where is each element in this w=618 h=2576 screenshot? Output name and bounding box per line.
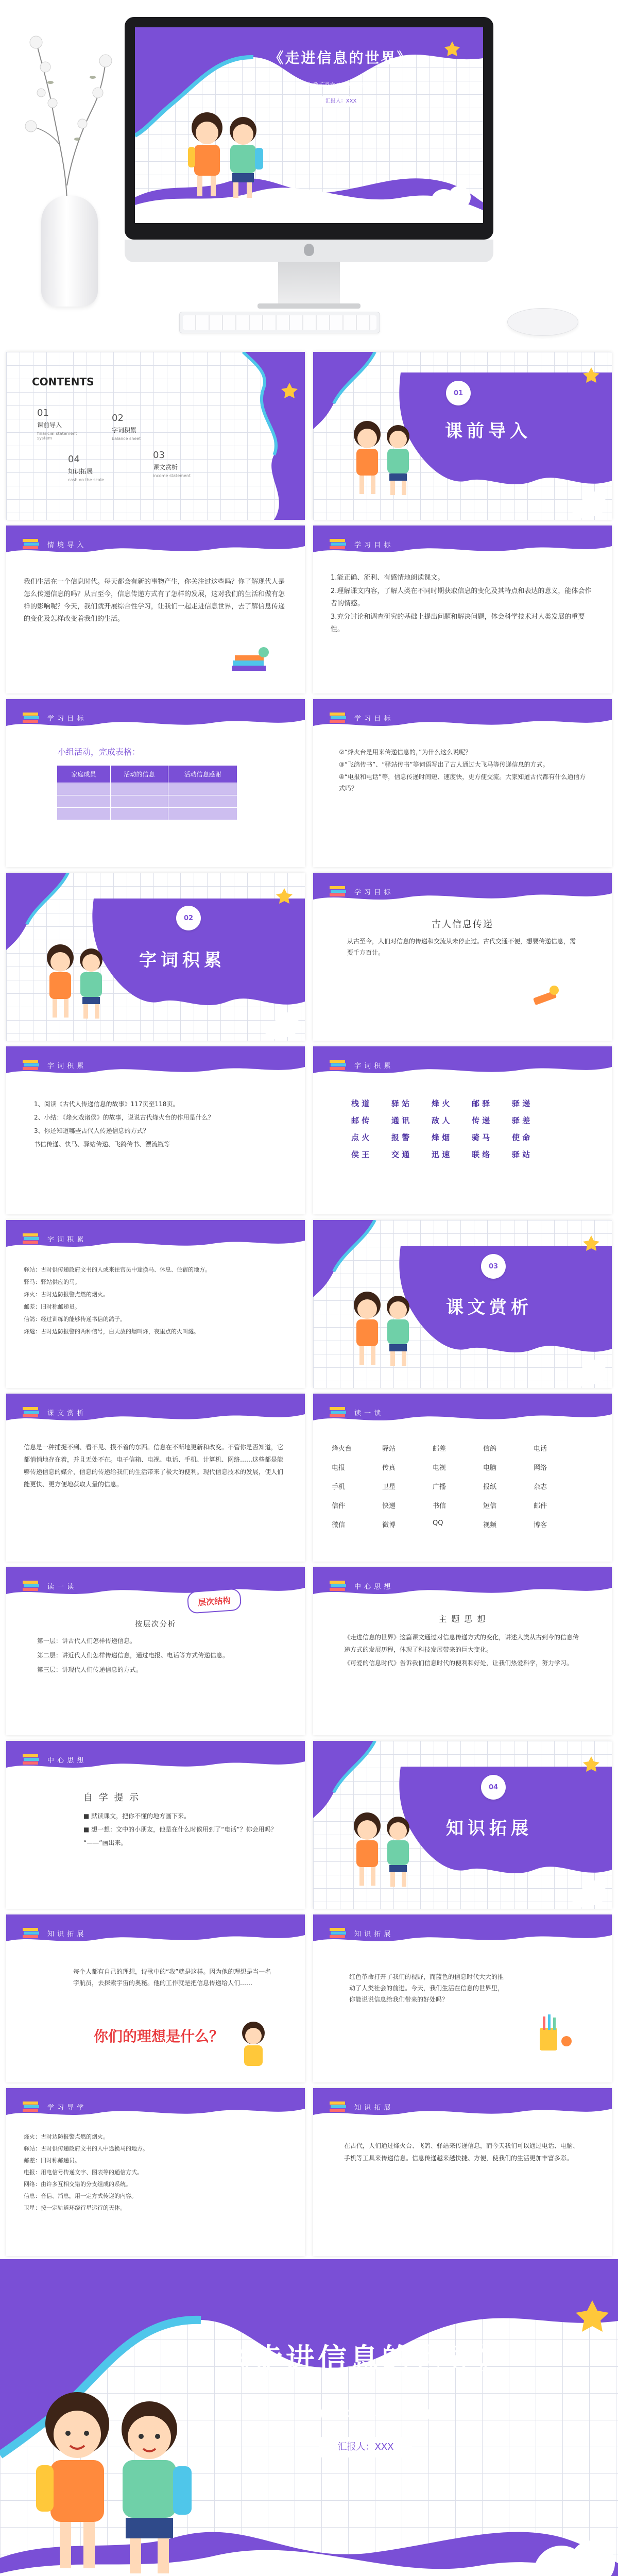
slide-title: 主 题 思 想 bbox=[438, 1614, 487, 1624]
item-num: 01 bbox=[37, 408, 49, 418]
slide-section-03 bbox=[313, 1220, 612, 1388]
line: 第三层：讲现代人们传递信息的方式。 bbox=[37, 1666, 143, 1673]
slide-body: 在古代，人们通过烽火台、飞鸽、驿站来传递信息，而今天我们可以通过电话、电脑、手机等工具来传递信息。信息传递越来越快捷、方便，使我们的生活更加丰富多彩。 bbox=[344, 2142, 579, 2162]
section-title: 知识拓展 bbox=[446, 1818, 533, 1839]
word: 驿站 bbox=[382, 1445, 396, 1453]
table-header: 家庭成员 bbox=[57, 766, 111, 783]
word: 传 递 bbox=[472, 1116, 490, 1125]
books-icon bbox=[22, 1753, 41, 1766]
word: 邮 驿 bbox=[472, 1099, 490, 1108]
word: 驿 站 bbox=[391, 1099, 410, 1108]
word-grid bbox=[332, 1443, 584, 1529]
section-number: 02 bbox=[176, 906, 201, 930]
slide-mubiao-2 bbox=[6, 699, 305, 867]
slide-body: 每个人都有自己的理想，诗歌中的“我”就是这样。因为他的理想是当一名宇航员，去探索宇宙的奥秘。他的工作就是把信息传递给人们…… bbox=[73, 1968, 271, 1987]
slide-header: 知 识 拓 展 bbox=[354, 1930, 391, 1938]
slide-header: 中 心 思 想 bbox=[47, 1757, 84, 1765]
slide-header: 字 词 积 累 bbox=[354, 1062, 391, 1070]
slide-kewen-1 bbox=[6, 1394, 305, 1562]
slide-tuozhan-2 bbox=[313, 1914, 612, 2082]
contents-decor bbox=[212, 352, 305, 520]
monitor bbox=[125, 17, 493, 240]
line: 《走进信息的世界》这篇课文通过对信息传递方式的变化，讲述人类从古到今的信息传递方式的发展历程，体现了科技发展带来的巨大变化。 bbox=[344, 1634, 579, 1653]
books-illustration bbox=[228, 645, 274, 676]
slide-header: 读 一 读 bbox=[354, 1410, 382, 1417]
slide-header: 中 心 思 想 bbox=[354, 1583, 391, 1591]
line: 书信传递、快马、驿站传递、飞鸽传书、漂流瓶等 bbox=[34, 1141, 170, 1148]
contents-heading: CONTENTS bbox=[32, 376, 94, 388]
pencil-illustration bbox=[529, 981, 565, 1012]
section-number: 03 bbox=[481, 1254, 506, 1279]
mouse bbox=[507, 308, 578, 336]
word: 报 警 bbox=[391, 1133, 410, 1142]
slide-header: 课 文 赏 析 bbox=[47, 1410, 84, 1417]
slide-title: 古人信息传递 bbox=[432, 919, 493, 930]
word-grid bbox=[351, 1098, 552, 1160]
slide-header: 知 识 拓 展 bbox=[47, 1930, 84, 1938]
table-row bbox=[57, 795, 237, 808]
word: 交 通 bbox=[391, 1150, 410, 1159]
line: 信息：音信、消息，用一定方式传递的内容。 bbox=[24, 2193, 137, 2199]
item-sub: cash on the scale bbox=[68, 478, 104, 482]
word: 烽 烟 bbox=[432, 1133, 450, 1142]
word: 报纸 bbox=[483, 1483, 497, 1491]
books-icon bbox=[22, 538, 41, 550]
books-icon bbox=[329, 1927, 348, 1939]
word: 驿 递 bbox=[512, 1099, 530, 1108]
cover-title: 《走进信息的世界》 bbox=[222, 2343, 509, 2376]
slide-zici-3 bbox=[6, 1220, 305, 1388]
word: 烽火台 bbox=[332, 1445, 352, 1453]
slide-body bbox=[344, 1631, 581, 1670]
slide-mubiao-3 bbox=[313, 699, 612, 867]
line: 网络：由许多互相交错的分支组成的系统。 bbox=[24, 2181, 131, 2188]
word: 侯 王 bbox=[351, 1150, 370, 1159]
books-icon bbox=[22, 1927, 41, 1939]
item-label: 知识拓展 bbox=[68, 468, 93, 475]
word: 博客 bbox=[534, 1521, 547, 1529]
word: 信鸽 bbox=[483, 1445, 497, 1453]
item-label: 课文赏析 bbox=[153, 464, 178, 471]
word: 短信 bbox=[483, 1502, 497, 1510]
slide-mubiao-1 bbox=[313, 526, 612, 693]
section-title: 字词积累 bbox=[139, 950, 226, 971]
word: 栈 道 bbox=[351, 1099, 370, 1108]
word: 快递 bbox=[382, 1502, 396, 1510]
slide-body bbox=[83, 1810, 284, 1850]
slide-header: 情 境 导 入 bbox=[47, 541, 84, 549]
books-icon bbox=[22, 1059, 41, 1071]
word: 邮 传 bbox=[351, 1116, 370, 1125]
cover-subtitle: 人教版语文五年级下册课件 bbox=[298, 2408, 434, 2420]
item-sub: income statement bbox=[153, 473, 191, 478]
slide-header: 学 习 目 标 bbox=[47, 715, 84, 723]
kids-illustration bbox=[179, 105, 271, 208]
slide-kewen-2 bbox=[313, 1394, 612, 1562]
slide-header: 字 词 积 累 bbox=[47, 1062, 84, 1070]
slide-title: 按层次分析 bbox=[135, 1620, 176, 1629]
slide-zhongxin bbox=[313, 1567, 612, 1735]
item-num: 04 bbox=[68, 454, 80, 465]
line: 驿马：驿站供应的马。 bbox=[24, 1279, 80, 1285]
line: 2.理解课文内容，了解人类在不同时期获取信息的变化及其特点和表达的意义，能体会作者的情感。 bbox=[331, 587, 592, 607]
word: 骑 马 bbox=[472, 1133, 490, 1142]
slide-ziwo bbox=[6, 1741, 305, 1909]
books-icon bbox=[22, 1406, 41, 1418]
slide-body bbox=[24, 1264, 287, 1338]
monitor-foot bbox=[258, 303, 360, 309]
task-text: 小组活动，完成表格： bbox=[58, 747, 141, 757]
word: 视频 bbox=[483, 1521, 497, 1529]
word: 驿 差 bbox=[512, 1116, 530, 1125]
kids-illustration bbox=[37, 937, 114, 1035]
word: 电话 bbox=[534, 1445, 547, 1453]
line: 信鸽：经过训练的能够传递书信的鸽子。 bbox=[24, 1316, 126, 1323]
table-header: 活动信息感谢 bbox=[168, 766, 237, 783]
line: 卫星：按一定轨道环绕行星运行的天体。 bbox=[24, 2205, 126, 2211]
monitor-stand bbox=[278, 262, 340, 304]
line: 1、阅读《古代人传递信息的故事》117页至118页。 bbox=[34, 1100, 179, 1108]
word: 微博 bbox=[382, 1521, 396, 1529]
word: 手机 bbox=[332, 1483, 346, 1491]
slide-gudai bbox=[313, 873, 612, 1041]
books-icon bbox=[329, 885, 348, 897]
item-sub: balance sheet bbox=[112, 436, 141, 441]
table-row bbox=[57, 783, 237, 795]
item-label: 课前导入 bbox=[37, 421, 62, 429]
word: 电脑 bbox=[483, 1464, 497, 1472]
books-icon bbox=[329, 2100, 348, 2113]
slide-body bbox=[331, 572, 594, 637]
books-icon bbox=[329, 711, 348, 724]
word: 网络 bbox=[534, 1464, 547, 1472]
contents-item-3[interactable] bbox=[153, 450, 204, 478]
word: 邮件 bbox=[534, 1502, 547, 1510]
line: 3、你还知道哪些古代人传递信息的方式？ bbox=[34, 1127, 149, 1134]
line: 驿站：古时供传递政府文书的人或来往官员中途换马、休息、住宿的地方。 bbox=[24, 1266, 211, 1273]
item-num: 02 bbox=[112, 413, 124, 423]
line: 3.充分讨论和调查研究的基础上提出问题和解决问题，体会科学技术对人类发展的重要性。 bbox=[331, 613, 585, 633]
line: 驿站：古时供传递政府文书的人中途换马的地方。 bbox=[24, 2145, 148, 2152]
word: 迅 速 bbox=[432, 1150, 450, 1159]
word: 使 命 bbox=[512, 1133, 530, 1142]
slide-body: 红色革命打开了我们的视野，而蓝色的信息时代大大的推动了人类社会的前进。今天，我们生活在信息的世界里，你能说说信息给我们带来的好处吗？ bbox=[349, 1973, 504, 2003]
slide-zici-1 bbox=[6, 1046, 305, 1214]
structure-badge: 层次结构 bbox=[187, 1588, 242, 1614]
books-icon bbox=[329, 1580, 348, 1592]
line: 烽燧：古时边防报警的两种信号，白天放的烟叫烽，夜里点的火叫燧。 bbox=[24, 1328, 199, 1335]
question-text: 你们的理想是什么？ bbox=[94, 2028, 224, 2045]
word: 微信 bbox=[332, 1521, 346, 1529]
slide-title: 自 学 提 示 bbox=[83, 1792, 141, 1803]
line: 烽火：古时边防报警点燃的烟火。 bbox=[24, 1291, 109, 1298]
line: ■ 想一想：文中的小朋友，他是在什么时候用到了“电话”？你会用吗？ bbox=[83, 1826, 277, 1833]
line: ③“飞鸽传书”、“驿站传书”等词语写出了古人通过大飞马等传递信息的方式。 bbox=[339, 761, 549, 768]
keyboard bbox=[179, 312, 380, 333]
word: 书信 bbox=[433, 1502, 447, 1510]
cover-slide bbox=[0, 2259, 618, 2576]
word: QQ bbox=[433, 1519, 443, 1527]
line: 1.能正确、流利、有感情地朗读课文。 bbox=[331, 574, 444, 582]
slide-header: 学 习 目 标 bbox=[354, 715, 391, 723]
line: ■ 默读课文，把你不懂的地方画下来。 bbox=[83, 1812, 191, 1820]
slide-body bbox=[339, 747, 586, 795]
word: 烽 火 bbox=[432, 1099, 450, 1108]
slide-qingjing bbox=[6, 526, 305, 693]
contents-item-4[interactable] bbox=[68, 454, 114, 482]
slide-header: 读 一 读 bbox=[47, 1583, 75, 1591]
line: 邮差：旧时称邮递员。 bbox=[24, 1303, 80, 1310]
word: 电视 bbox=[433, 1464, 447, 1472]
flower-branch-illustration bbox=[21, 31, 113, 201]
books-icon bbox=[22, 2100, 41, 2113]
item-label: 字词积累 bbox=[112, 427, 137, 434]
line: ②“烽火台是用来传递信息的，”为什么这么说呢？ bbox=[339, 749, 472, 756]
screen-presenter: 汇报人：XXX bbox=[320, 96, 362, 107]
girl-illustration bbox=[233, 2018, 274, 2074]
line: 2、小结：《烽火戏诸侯》的故事，说说古代烽火台的作用是什么？ bbox=[34, 1114, 214, 1121]
books-icon bbox=[329, 1406, 348, 1418]
item-num: 03 bbox=[153, 450, 165, 461]
line: 邮差：旧时称邮递员。 bbox=[24, 2157, 80, 2164]
slide-kewen-3 bbox=[6, 1567, 305, 1735]
table-header: 活动的信息 bbox=[111, 766, 168, 783]
word: 驿 站 bbox=[512, 1150, 530, 1159]
slide-zici-2 bbox=[313, 1046, 612, 1214]
monitor-screen bbox=[135, 27, 483, 223]
books-icon bbox=[22, 711, 41, 724]
slide-body bbox=[34, 1098, 277, 1151]
item-sub: financial statement system bbox=[37, 431, 77, 440]
word: 通 讯 bbox=[391, 1116, 410, 1125]
slide-body: 信息是一种捕捉不到、看不见、摸不着的东西。信息在不断地更新和改变。不管你是否知道，它都悄悄地存在着，并且无处不在。电子信箱、电视、电话、手机、计算机、网络……这些都是能够传递信息的媒介，信息的传递给我们的生活带来了极大的便利。现代信息技术的发展，使人们能更快、更方便地获取大量的信息。 bbox=[24, 1444, 284, 1488]
line: 《可爱的信息时代》告诉我们信息时代的便利和好处，让我们热爱科学，努力学习。 bbox=[344, 1659, 573, 1667]
slide-body bbox=[37, 1634, 284, 1677]
vase bbox=[41, 196, 98, 307]
slide-body: 我们生活在一个信息时代。每天都会有新的事物产生，你关注过这些吗？你了解现代人是怎么传递信息的吗？从古至今，信息传递方式有了怎样的发展，这对我们的生活和做有怎样的影响呢？今天，我们就开展综合性学习，让我们一起走进信息世界，去了解信息传递的变化及怎样改变着我们的生活。 bbox=[24, 578, 285, 623]
slide-header: 学 习 目 标 bbox=[354, 889, 391, 896]
apple-icon bbox=[304, 244, 314, 256]
slide-section-04 bbox=[313, 1741, 612, 1909]
pencil-cup-illustration bbox=[529, 2012, 576, 2054]
slide-header: 学 习 目 标 bbox=[354, 541, 391, 549]
kids-illustration bbox=[21, 2378, 206, 2576]
slide-header: 字 词 积 累 bbox=[47, 1236, 84, 1244]
line: 第二层：讲近代人们怎样传递信息，通过电报、电话等方式传递信息。 bbox=[37, 1652, 229, 1659]
line: “——”画出来。 bbox=[83, 1839, 127, 1846]
slide-body bbox=[24, 2131, 287, 2214]
slide-body: 从古至今，人们对信息的传递和交流从未停止过。古代交通不便，想要传递信息，需要千方百计。 bbox=[347, 938, 576, 956]
line: 烽火：古时边防报警点燃的烟火。 bbox=[24, 2133, 109, 2140]
contents-item-2[interactable] bbox=[112, 413, 158, 441]
word: 广播 bbox=[433, 1483, 447, 1491]
slide-contents bbox=[6, 352, 305, 520]
word: 邮差 bbox=[433, 1445, 447, 1453]
screen-subtitle: 人教版语文五年级下册课件 bbox=[307, 82, 375, 89]
slide-header: 学 习 导 学 bbox=[47, 2104, 84, 2112]
section-number: 01 bbox=[446, 381, 471, 405]
books-icon bbox=[22, 1232, 41, 1245]
word: 电报 bbox=[332, 1464, 346, 1472]
slide-xuexi bbox=[6, 2088, 305, 2256]
word: 卫星 bbox=[382, 1483, 396, 1491]
section-title: 课前导入 bbox=[445, 421, 531, 442]
word: 传真 bbox=[382, 1464, 396, 1472]
section-title: 课文赏析 bbox=[446, 1297, 533, 1318]
line: 第一层：讲古代人们怎样传递信息。 bbox=[37, 1637, 136, 1645]
word: 联 络 bbox=[472, 1150, 490, 1159]
activity-table bbox=[57, 765, 237, 820]
word: 点 火 bbox=[351, 1133, 370, 1142]
table-row bbox=[57, 808, 237, 820]
screen-title: 《走进信息的世界》 bbox=[269, 49, 413, 66]
kids-illustration bbox=[344, 1284, 421, 1382]
kids-illustration bbox=[344, 414, 421, 512]
slide-section-01 bbox=[313, 352, 612, 520]
books-icon bbox=[329, 538, 348, 550]
section-number: 04 bbox=[481, 1775, 506, 1800]
line: 电报：用电信号传递文字、图表等的通信方式。 bbox=[24, 2169, 143, 2176]
slide-section-02 bbox=[6, 873, 305, 1041]
books-icon bbox=[329, 1059, 348, 1071]
line: ④“电报和电话”等，信息传递时间短、速度快，更方便交流。大家知道古代都有什么通信方式吗？ bbox=[339, 773, 586, 792]
slide-header: 知 识 拓 展 bbox=[354, 2104, 391, 2112]
word: 信件 bbox=[332, 1502, 346, 1510]
mockup-scene bbox=[0, 0, 618, 348]
books-icon bbox=[22, 1580, 41, 1592]
contents-item-1[interactable] bbox=[37, 408, 83, 440]
slide-tuozhan-3 bbox=[313, 2088, 612, 2256]
kids-illustration bbox=[344, 1805, 421, 1903]
cover-presenter: 汇报人：XXX bbox=[319, 2437, 412, 2458]
word: 敌 人 bbox=[432, 1116, 450, 1125]
slide-tuozhan-1 bbox=[6, 1914, 305, 2082]
word: 杂志 bbox=[534, 1483, 547, 1491]
